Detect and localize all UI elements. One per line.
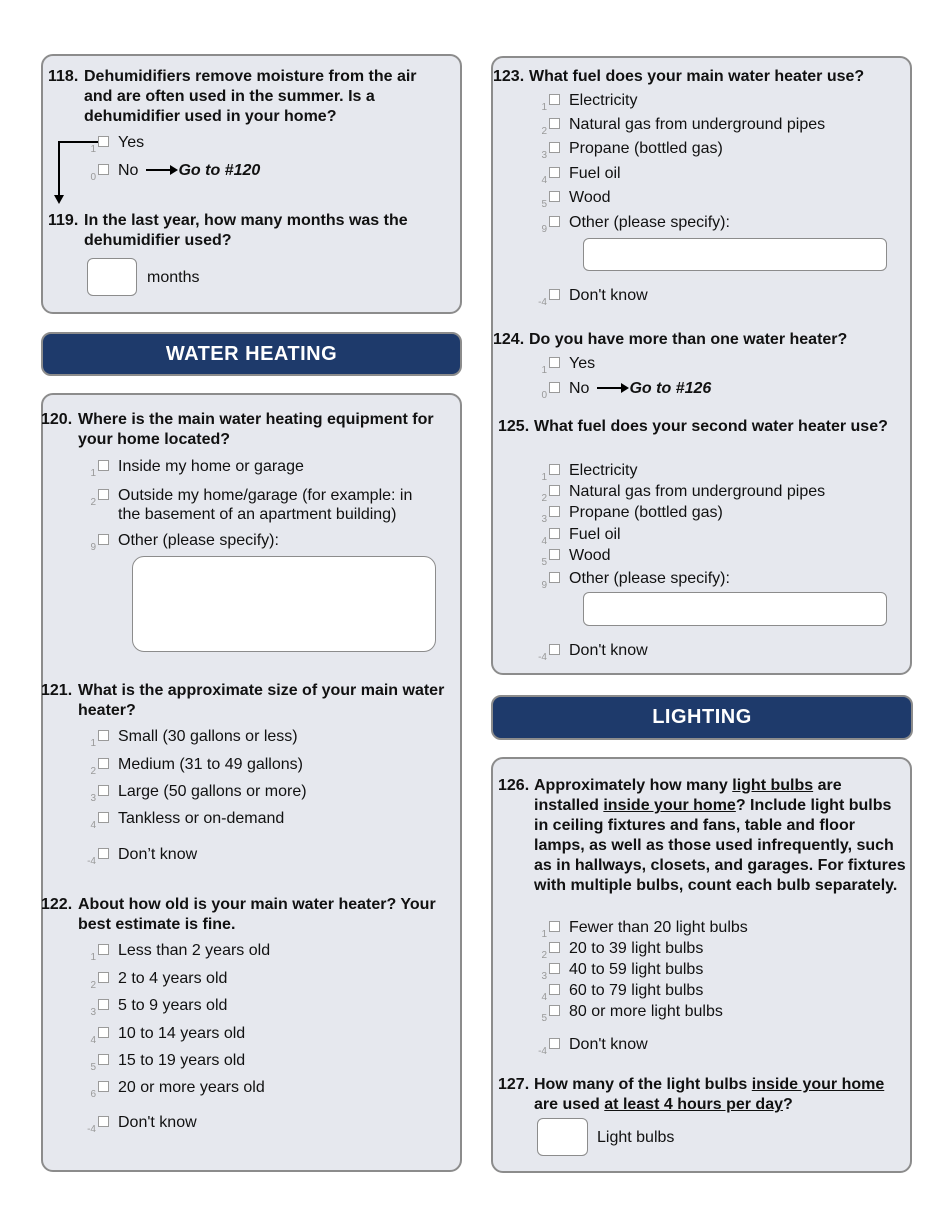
months-label: months (147, 269, 200, 286)
light-bulbs-label: Light bulbs (597, 1129, 675, 1146)
q123-other-input[interactable] (583, 238, 887, 271)
checkbox[interactable] (98, 848, 109, 859)
checkbox[interactable] (549, 984, 560, 995)
checkbox[interactable] (98, 460, 109, 471)
checkbox[interactable] (549, 167, 560, 178)
checkbox[interactable] (549, 644, 560, 655)
section-lighting: LIGHTING (491, 695, 913, 740)
q120-other-input[interactable] (132, 556, 436, 652)
arrow-right-icon (597, 387, 623, 389)
checkbox[interactable] (549, 572, 560, 583)
checkbox[interactable] (98, 1081, 109, 1092)
question-127: 127. How many of the light bulbs inside your home are used at least 4 hours per day? (498, 1076, 885, 1113)
checkbox[interactable] (549, 216, 560, 227)
checkbox[interactable] (98, 999, 109, 1010)
checkbox[interactable] (98, 758, 109, 769)
checkbox[interactable] (98, 489, 109, 500)
checkbox[interactable] (98, 1027, 109, 1038)
question-122: 122. About how old is your main water heater? Your best estimate is fine. (41, 896, 436, 933)
question-123: 123. What fuel does your main water heater use? (493, 68, 865, 85)
checkbox[interactable] (549, 963, 560, 974)
skip-instruction: Go to #120 (178, 162, 261, 179)
checkbox[interactable] (549, 528, 560, 539)
checkbox[interactable] (549, 118, 560, 129)
checkbox[interactable] (549, 942, 560, 953)
q125-other-input[interactable] (583, 592, 887, 626)
question-119: 119. In the last year, how many months was the dehumidifier used? (48, 212, 408, 249)
checkbox[interactable] (98, 1054, 109, 1065)
checkbox[interactable] (549, 191, 560, 202)
checkbox[interactable] (549, 94, 560, 105)
checkbox[interactable] (98, 1116, 109, 1127)
checkbox[interactable] (549, 357, 560, 368)
checkbox[interactable] (98, 812, 109, 823)
checkbox[interactable] (549, 506, 560, 517)
arrow-right-icon (146, 169, 172, 171)
q120-option-continued: the basement of an apartment building) (118, 506, 397, 523)
question-121: 121. What is the approximate size of your main water heater? (41, 682, 445, 719)
question-118: 118. Dehumidifiers remove moisture from the air and are often used in the summer. Is a dehumidifier used in your home? (48, 68, 417, 125)
checkbox[interactable] (549, 289, 560, 300)
checkbox[interactable] (549, 382, 560, 393)
checkbox[interactable] (549, 142, 560, 153)
checkbox[interactable] (549, 1038, 560, 1049)
section-water-heating: WATER HEATING (41, 332, 462, 376)
question-124: 124. Do you have more than one water heater? (493, 331, 848, 348)
checkbox[interactable] (98, 785, 109, 796)
checkbox[interactable] (98, 534, 109, 545)
question-125: 125. What fuel does your second water heater use? (498, 418, 888, 435)
checkbox[interactable] (549, 485, 560, 496)
checkbox[interactable] (98, 944, 109, 955)
checkbox[interactable] (549, 464, 560, 475)
checkbox[interactable] (549, 921, 560, 932)
months-input[interactable] (87, 258, 137, 296)
skip-instruction: Go to #126 (629, 380, 712, 397)
checkbox[interactable] (549, 549, 560, 560)
light-bulbs-input[interactable] (537, 1118, 588, 1156)
question-120: 120. Where is the main water heating equipment for your home located? (41, 411, 434, 448)
checkbox[interactable] (549, 1005, 560, 1016)
checkbox[interactable] (98, 730, 109, 741)
question-126: 126. Approximately how many light bulbs are installed inside your home? Include light bulbs in ceiling fixtures and fans, table and floor lamps, as well as those used infrequently, such as in hallways, closets, and garages. For fixtures with multiple bulbs, count each bulb separately. (498, 777, 906, 894)
checkbox[interactable] (98, 136, 109, 147)
checkbox[interactable] (98, 972, 109, 983)
checkbox[interactable] (98, 164, 109, 175)
